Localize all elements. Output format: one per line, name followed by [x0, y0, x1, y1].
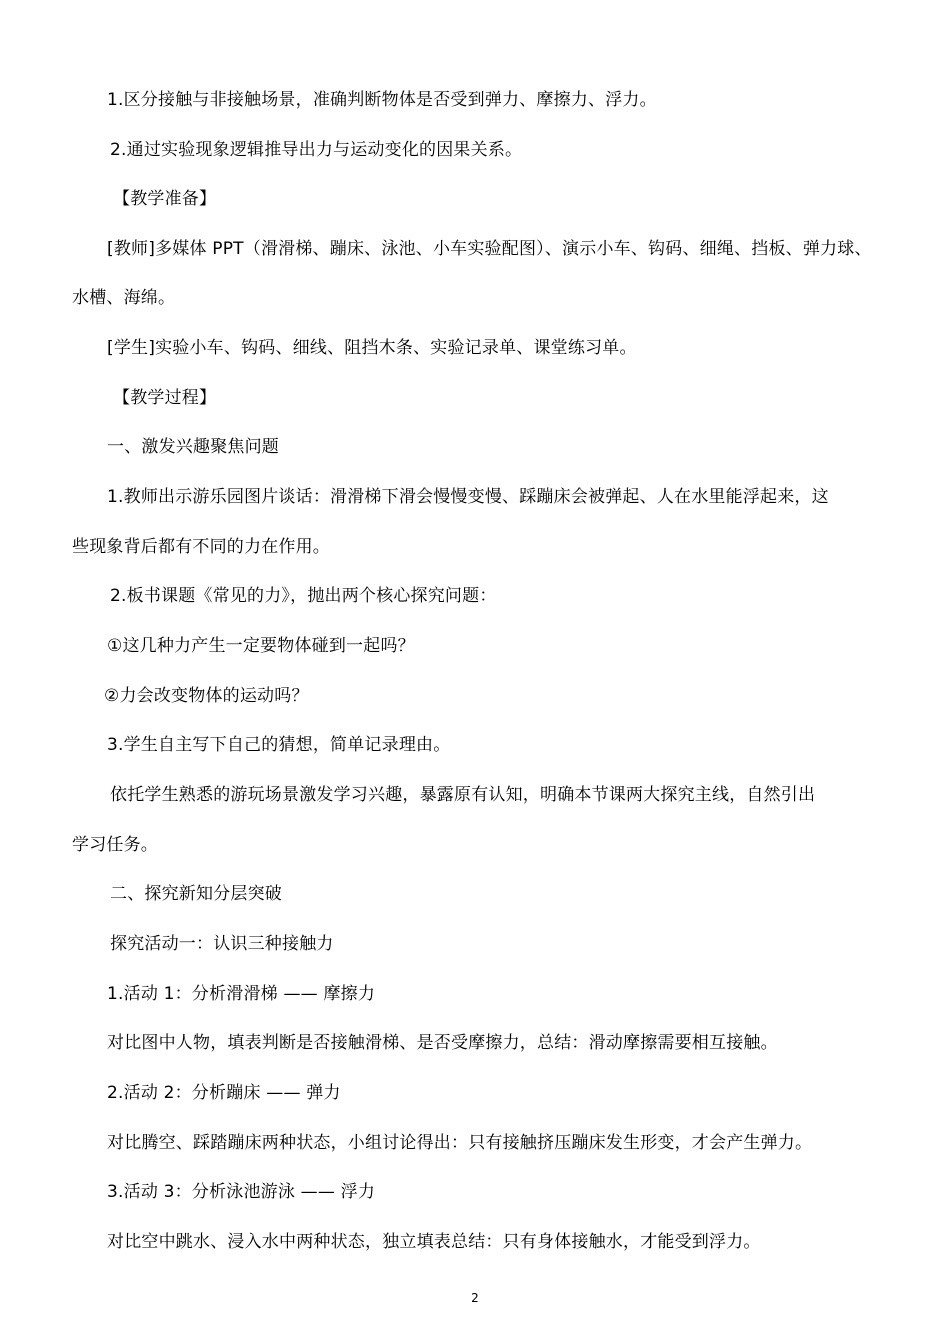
step-2-text: 2.板书课题《常见的力》，抛出两个核心探究问题：: [110, 586, 497, 606]
activity-group-heading: 探究活动一：认识三种接触力: [110, 934, 334, 954]
page-number: 2: [471, 1291, 479, 1305]
teacher-materials: [教师]多媒体 PPT（滑滑梯、蹦床、泳池、小车实验配图）、演示小车、钩码、细绳、挡板、弹力球、: [107, 239, 872, 259]
question-1: ①这几种力产生一定要物体碰到一起吗？: [107, 636, 415, 656]
step-1-text-cont: 些现象背后都有不同的力在作用。: [72, 537, 330, 557]
design-note: 依托学生熟悉的游玩场景激发学习兴趣，暴露原有认知，明确本节课两大探究主线，自然引出: [110, 785, 816, 805]
section-heading-process: 【教学过程】: [113, 388, 217, 408]
part-one-heading: 一、激发兴趣聚焦问题: [107, 437, 279, 457]
student-materials: [学生]实验小车、钩码、细线、阻挡木条、实验记录单、课堂练习单。: [107, 338, 637, 358]
activity-1-text: 对比图中人物，填表判断是否接触滑梯、是否受摩擦力，总结：滑动摩擦需要相互接触。: [107, 1033, 778, 1053]
activity-2-title: 2.活动 2：分析蹦床 —— 弹力: [107, 1083, 341, 1103]
activity-3-title: 3.活动 3：分析泳池游泳 —— 浮力: [107, 1182, 376, 1202]
objective-1: 1.区分接触与非接触场景，准确判断物体是否受到弹力、摩擦力、浮力。: [107, 90, 657, 110]
teacher-materials-cont: 水槽、海绵。: [72, 288, 176, 308]
activity-2-text: 对比腾空、踩踏蹦床两种状态，小组讨论得出：只有接触挤压蹦床发生形变，才会产生弹力。: [107, 1133, 813, 1153]
question-2: ②力会改变物体的运动吗？: [104, 686, 309, 706]
activity-3-text: 对比空中跳水、浸入水中两种状态，独立填表总结：只有身体接触水，才能受到浮力。: [107, 1232, 761, 1252]
part-two-heading: 二、探究新知分层突破: [110, 884, 282, 904]
step-3-text: 3.学生自主写下自己的猜想，简单记录理由。: [107, 735, 451, 755]
objective-2: 2.通过实验现象逻辑推导出力与运动变化的因果关系。: [110, 140, 523, 160]
section-heading-prep: 【教学准备】: [113, 189, 217, 209]
step-1-text: 1.教师出示游乐园图片谈话：滑滑梯下滑会慢慢变慢、踩蹦床会被弹起、人在水里能浮起来，这: [107, 487, 829, 507]
activity-1-title: 1.活动 1：分析滑滑梯 —— 摩擦力: [107, 984, 376, 1004]
design-note-cont: 学习任务。: [72, 835, 158, 855]
